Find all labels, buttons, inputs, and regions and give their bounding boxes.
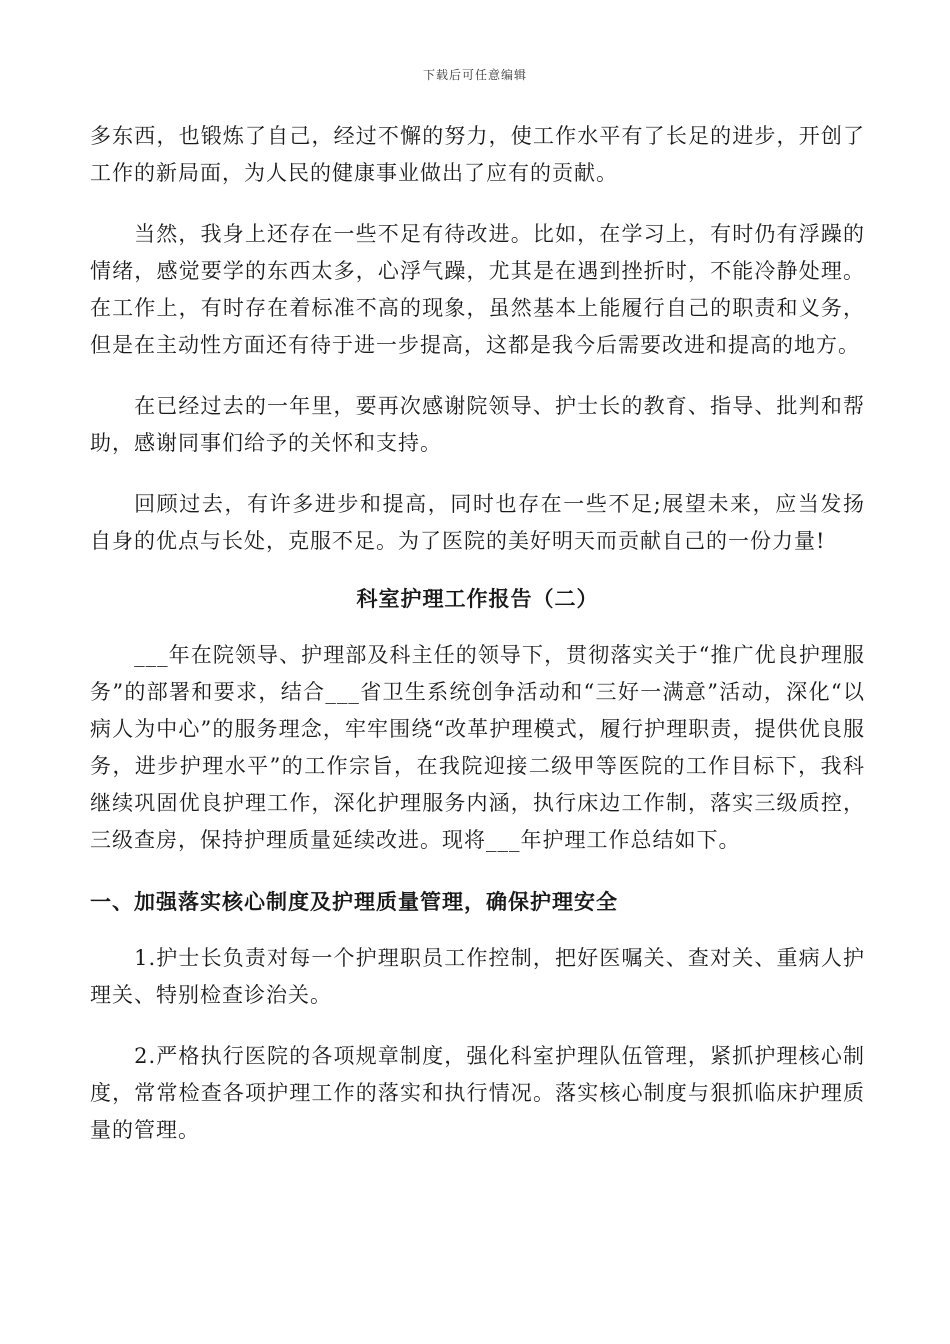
- paragraph-thanks: 在已经过去的一年里，要再次感谢院领导、护士长的教育、指导、批判和帮助，感谢同事们给予的关怀和支持。: [90, 394, 865, 455]
- paragraph-intro: ___年在院领导、护理部及科主任的领导下，贯彻落实关于“推广优良护理服务”的部署和要求，结合___省卫生系统创争活动和“三好一满意”活动，深化“以病人为中心”的服务理念，牢牢围绕“改革护理模式，履行护理职责，提供优良服务，进步护理水平”的工作宗旨，在我院迎接二级甲等医院的工作目标下，我科继续巩固优良护理工作，深化护理服务内涵，执行床边工作制，落实三级质控，三级查房，保持护理质量延续改进。现将___年护理工作总结如下。: [90, 643, 865, 852]
- paragraph-review: 回顾过去，有许多进步和提高，同时也存在一些不足;展望未来，应当发扬自身的优点与长处，克服不足。为了医院的美好明天而贡献自己的一份力量!: [90, 492, 865, 553]
- page-header: 下载后可任意编辑: [422, 68, 527, 82]
- paragraph-continuation: 多东西，也锻炼了自己，经过不懈的努力，使工作水平有了长足的进步，开创了工作的新局面，为人民的健康事业做出了应有的贡献。: [90, 124, 865, 185]
- section-title: 科室护理工作报告（二）: [356, 586, 599, 611]
- document-body: [90, 118, 865, 1173]
- paragraph-shortcomings: 当然，我身上还存在一些不足有待改进。比如，在学习上，有时仍有浮躁的情绪，感觉要学的东西太多，心浮气躁，尤其是在遇到挫折时，不能冷静处理。在工作上，有时存在着标准不高的现象，虽然基本上能履行自己的职责和义务，但是在主动性方面还有待于进一步提高，这都是我今后需要改进和提高的地方。: [90, 222, 865, 357]
- list-item-1: 1.护士长负责对每一个护理职员工作控制，把好医嘱关、查对关、重病人护理关、特别检查诊治关。: [90, 946, 865, 1007]
- heading-core-system: 一、加强落实核心制度及护理质量管理，确保护理安全: [90, 889, 618, 914]
- list-item-2: 2.严格执行医院的各项规章制度，强化科室护理队伍管理，紧抓护理核心制度，常常检查各项护理工作的落实和执行情况。落实核心制度与狠抓临床护理质量的管理。: [90, 1044, 865, 1142]
